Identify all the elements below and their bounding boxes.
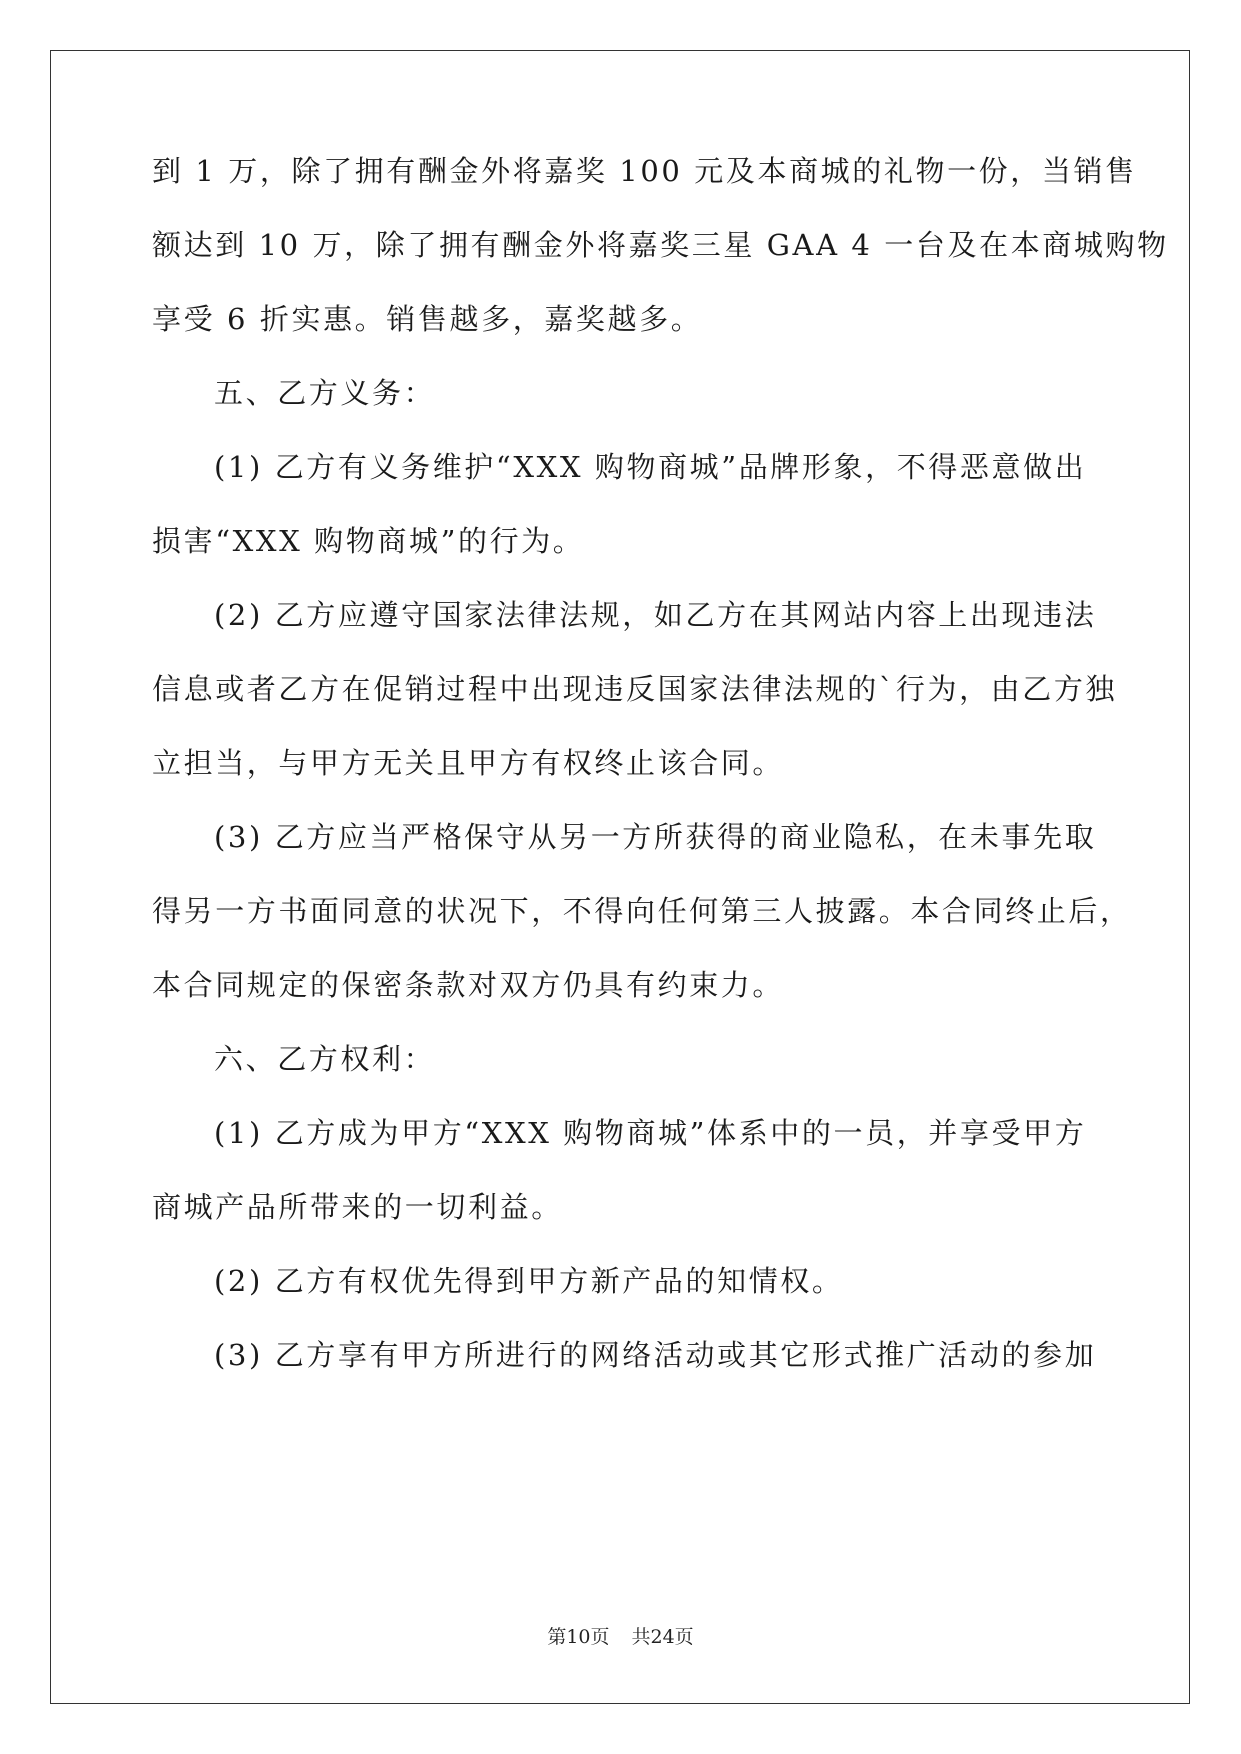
text-line-1: 到 1 万，除了拥有酬金外将嘉奖 100 元及本商城的礼物一份，当销售 bbox=[152, 154, 1137, 188]
text-line-11: 得另一方书面同意的状况下，不得向任何第三人披露。本合同终止后， bbox=[152, 894, 1132, 928]
text-line-10: (3) 乙方应当严格保守从另一方所获得的商业隐私，在未事先取 bbox=[214, 820, 1097, 854]
text-line-9: 立担当，与甲方无关且甲方有权终止该合同。 bbox=[152, 746, 785, 780]
page-footer bbox=[0, 1622, 1241, 1649]
text-line-2: 额达到 10 万，除了拥有酬金外将嘉奖三星 GAA 4 一台及在本商城购物 bbox=[152, 228, 1169, 262]
text-line-5: (1) 乙方有义务维护“XXX 购物商城”品牌形象，不得恶意做出 bbox=[214, 450, 1087, 484]
text-line-3: 享受 6 折实惠。销售越多，嘉奖越多。 bbox=[152, 302, 703, 336]
text-line-12: 本合同规定的保密条款对双方仍具有约束力。 bbox=[152, 968, 785, 1002]
section-heading-5: 五、乙方义务： bbox=[214, 376, 436, 410]
text-line-6: 损害“XXX 购物商城”的行为。 bbox=[152, 524, 585, 558]
text-line-7: (2) 乙方应遵守国家法律法规，如乙方在其网站内容上出现违法 bbox=[214, 598, 1097, 632]
text-line-17: (3) 乙方享有甲方所进行的网络活动或其它形式推广活动的参加 bbox=[214, 1338, 1097, 1372]
section-heading-6: 六、乙方权利： bbox=[214, 1042, 436, 1076]
text-line-16: (2) 乙方有权优先得到甲方新产品的知情权。 bbox=[214, 1264, 844, 1298]
page-number: 第10页 bbox=[547, 1626, 610, 1648]
text-line-15: 商城产品所带来的一切利益。 bbox=[152, 1190, 563, 1224]
total-pages: 共24页 bbox=[631, 1626, 694, 1648]
text-line-8: 信息或者乙方在促销过程中出现违反国家法律法规的`行为，由乙方独 bbox=[152, 672, 1118, 706]
text-line-14: (1) 乙方成为甲方“XXX 购物商城”体系中的一员，并享受甲方 bbox=[214, 1116, 1087, 1150]
